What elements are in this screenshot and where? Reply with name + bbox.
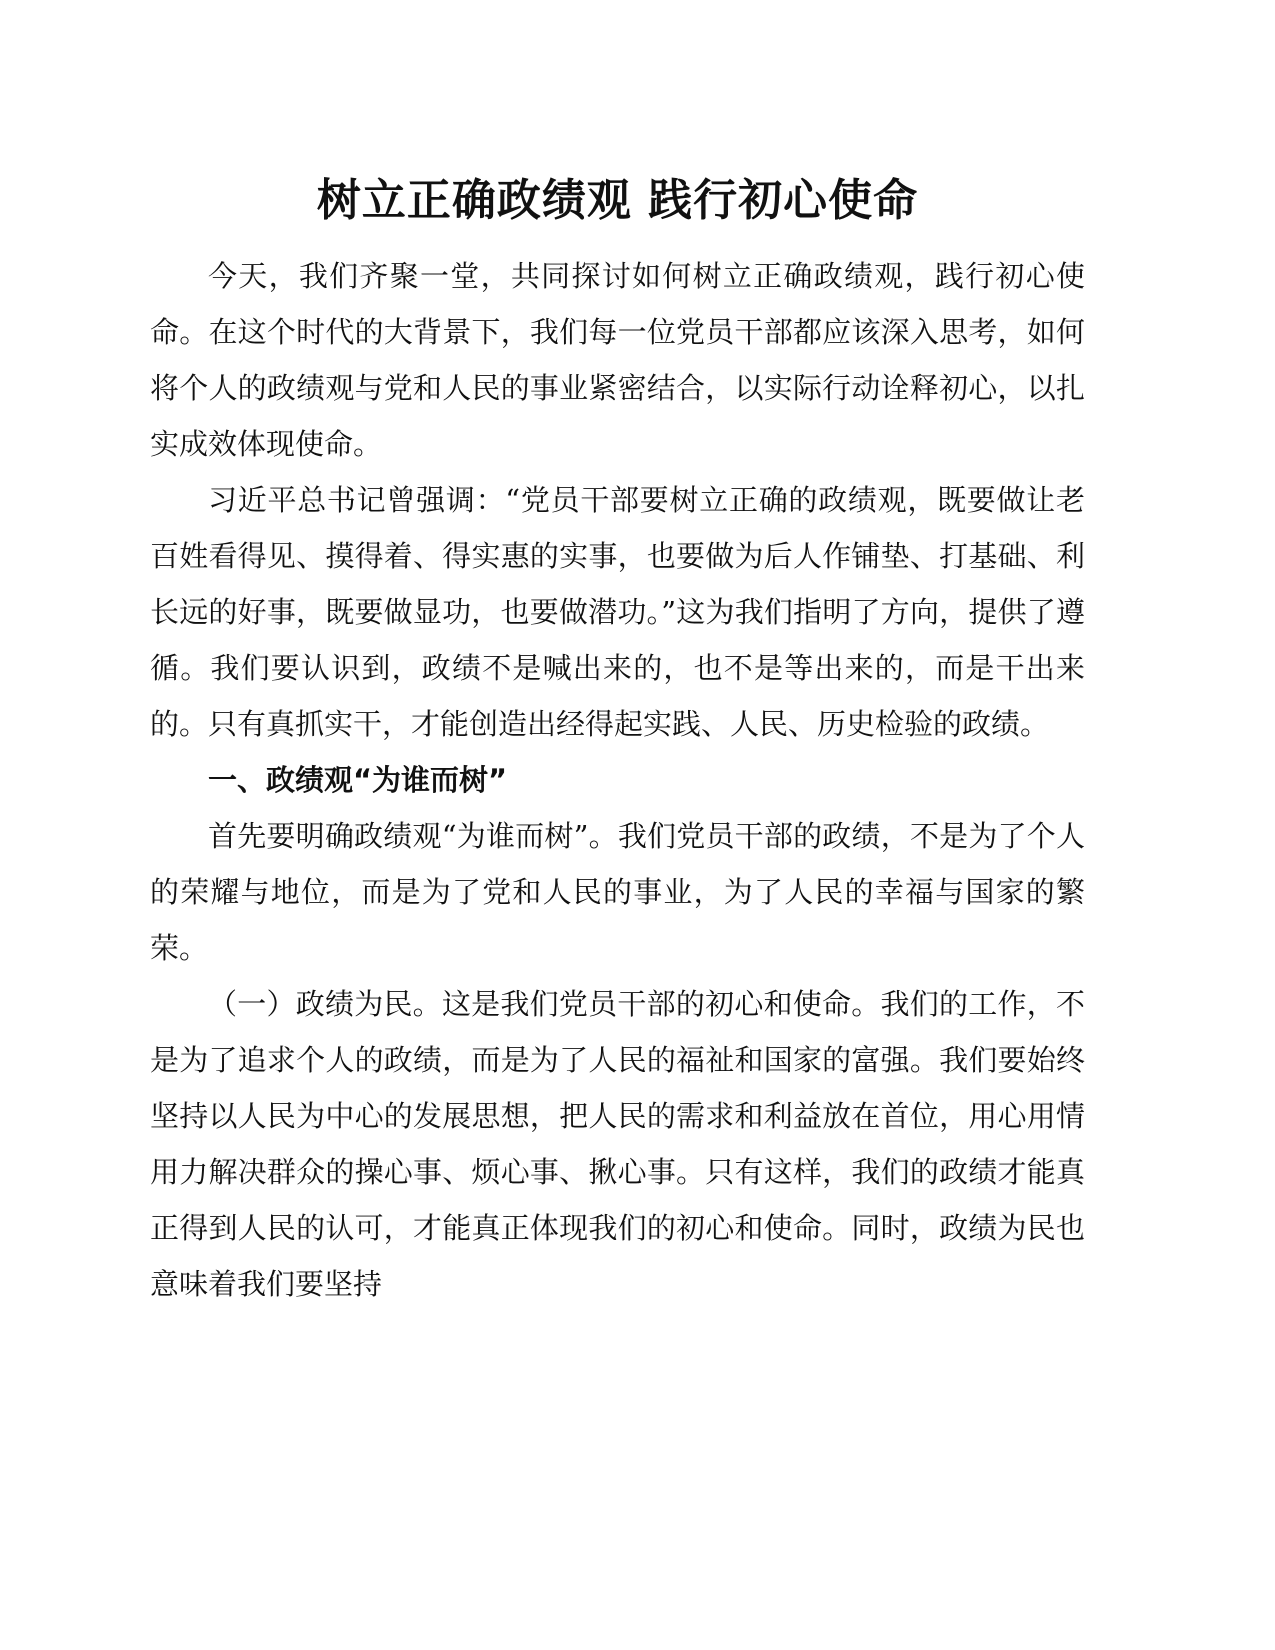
intro-paragraph: 今天，我们齐聚一堂，共同探讨如何树立正确政绩观，践行初心使命。在这个时代的大背景下，我们每一位党员干部都应该深入思考，如何将个人的政绩观与党和人民的事业紧密结合，以实际行动诠释初心，以扎实成效体现使命。 [150,259,1085,461]
section-1-paragraph-1: 首先要明确政绩观“为谁而树”。我们党员干部的政绩，不是为了个人的荣耀与地位，而是为了党和人民的事业，为了人民的幸福与国家的繁荣。 [150,819,1085,965]
section-heading-1: 一、政绩观“为谁而树” [208,763,508,797]
quote-paragraph: 习近平总书记曾强调：“党员干部要树立正确的政绩观，既要做让老百姓看得见、摸得着、得实惠的实事，也要做为后人作铺垫、打基础、利长远的好事，既要做显功，也要做潜功。”这为我们指明了方向，提供了遵循。我们要认识到，政绩不是喊出来的，也不是等出来的，而是干出来的。只有真抓实干，才能创造出经得起实践、人民、历史检验的政绩。 [150,483,1085,741]
document-title: 树立正确政绩观 践行初心使命 [316,175,919,226]
section-1-paragraph-2: （一）政绩为民。这是我们党员干部的初心和使命。我们的工作，不是为了追求个人的政绩，而是为了人民的福祉和国家的富强。我们要始终坚持以人民为中心的发展思想，把人民的需求和利益放在首位，用心用情用力解决群众的操心事、烦心事、揪心事。只有这样，我们的政绩才能真正得到人民的认可，才能真正体现我们的初心和使命。同时，政绩为民也意味着我们要坚持 [150,987,1085,1301]
document-body [150,168,1085,1312]
